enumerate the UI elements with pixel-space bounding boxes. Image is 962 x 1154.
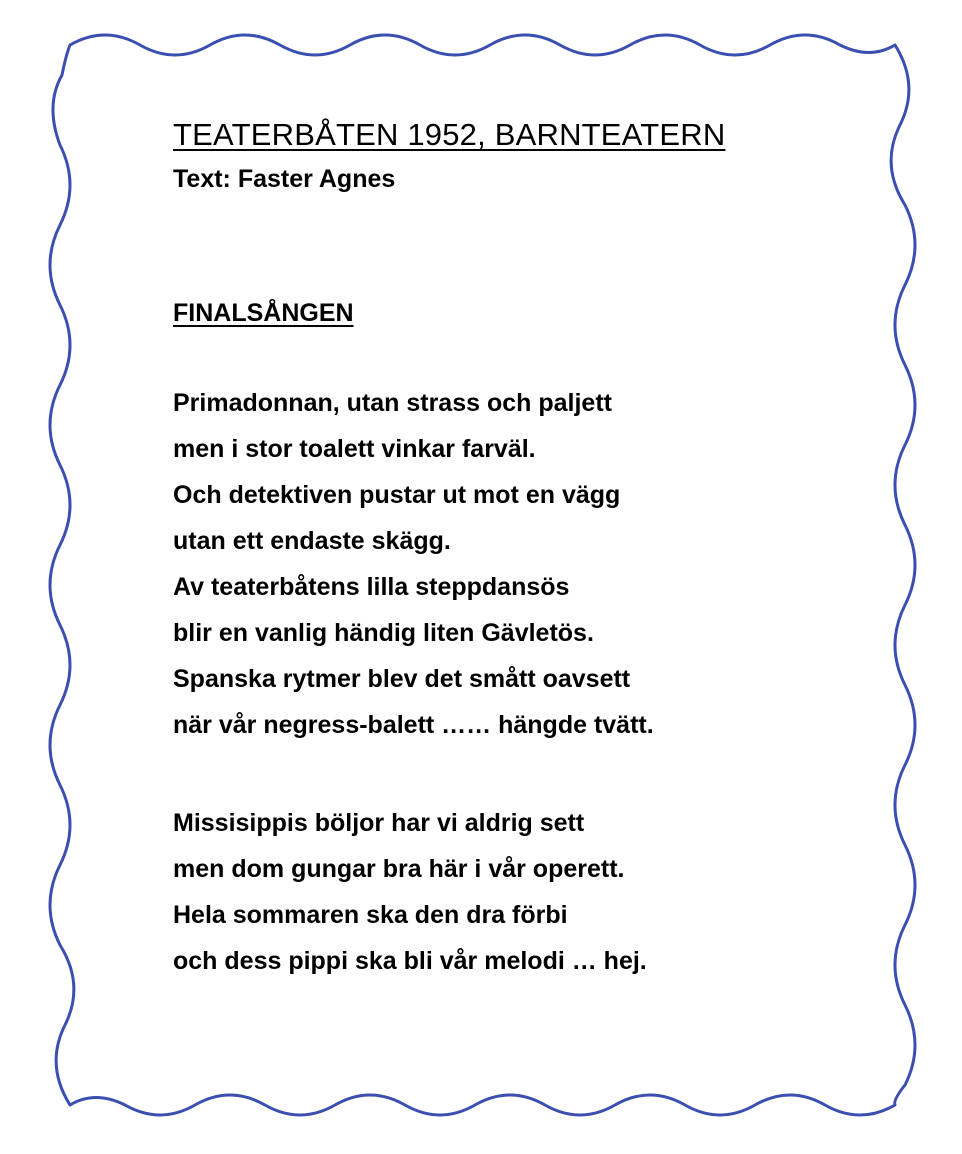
verse-line: Primadonnan, utan strass och paljett — [173, 389, 612, 417]
document-title: TEATERBÅTEN 1952, BARNTEATERN — [173, 117, 726, 152]
song-title: FINALSÅNGEN — [173, 299, 354, 327]
verse-2 — [173, 800, 873, 984]
verse-line: Missisippis böljor har vi aldrig sett — [173, 809, 585, 837]
verse-line: men dom gungar bra här i vår operett. — [173, 855, 625, 883]
verse-line: men i stor toalett vinkar farväl. — [173, 435, 536, 463]
verse-line: Spanska rytmer blev det smått oavsett — [173, 665, 631, 693]
author-credit: Text: Faster Agnes — [173, 165, 396, 193]
verse-line: Hela sommaren ska den dra förbi — [173, 901, 568, 929]
verse-line: blir en vanlig händig liten Gävletös. — [173, 619, 594, 647]
verse-line: Och detektiven pustar ut mot en vägg — [173, 481, 621, 509]
verse-line: Av teaterbåtens lilla steppdansös — [173, 573, 570, 601]
verse-line: när vår negress-balett …… hängde tvätt. — [173, 711, 654, 739]
verse-line: och dess pippi ska bli vår melodi … hej. — [173, 947, 647, 975]
poem-content — [173, 112, 873, 984]
verse-1 — [173, 380, 873, 748]
verse-line: utan ett endaste skägg. — [173, 527, 451, 555]
